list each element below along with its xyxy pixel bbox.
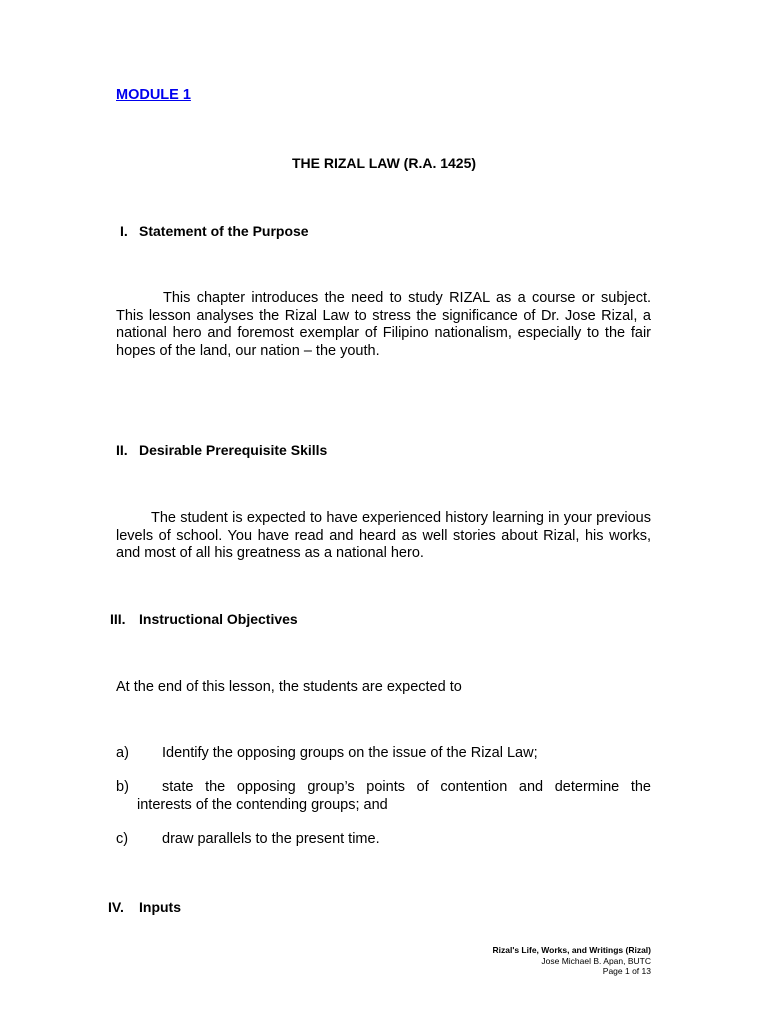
section-title: Instructional Objectives — [139, 611, 298, 627]
list-item-text-continued: interests of the contending groups; and — [137, 796, 388, 813]
section-title: Desirable Prerequisite Skills — [139, 442, 328, 458]
section-heading-inputs — [0, 899, 768, 917]
page-footer — [492, 945, 651, 977]
list-marker: c) — [116, 831, 129, 847]
list-marker: a) — [116, 745, 129, 761]
list-item-text: state the opposing group’s points of contention and determine the — [162, 779, 651, 795]
document-title: THE RIZAL LAW (R.A. 1425) — [291, 155, 477, 171]
list-item-text: draw parallels to the present time. — [162, 831, 380, 847]
section-heading-prerequisites — [0, 442, 768, 460]
list-item — [0, 831, 768, 849]
section-number: II. — [116, 442, 128, 458]
section-title: Inputs — [139, 899, 181, 915]
section-heading-objectives — [0, 611, 768, 629]
footer-author: Jose Michael B. Apan, BUTC — [541, 955, 651, 966]
list-item — [116, 779, 651, 814]
list-marker: b) — [116, 779, 129, 795]
section-number: I. — [120, 223, 128, 239]
section-heading-purpose — [0, 223, 768, 241]
footer-page-number: Page 1 of 13 — [602, 966, 651, 976]
purpose-paragraph: This chapter introduces the need to study RIZAL as a course or subject. This lesson analyses the Rizal Law to stress the significance of Dr. Jose Rizal, a national hero and foremost exemplar of Filipino nationalism, especially to the fair hopes of the land, our nation – the youth. — [116, 290, 651, 359]
objectives-intro: At the end of this lesson, the students are expected to — [116, 679, 462, 695]
section-number: IV. — [108, 899, 124, 915]
section-title: Statement of the Purpose — [139, 223, 309, 239]
list-item-text: Identify the opposing groups on the issue of the Rizal Law; — [162, 745, 538, 761]
footer-course-title: Rizal's Life, Works, and Writings (Rizal) — [492, 945, 651, 955]
section-number: III. — [110, 611, 126, 627]
prerequisites-paragraph: The student is expected to have experienced history learning in your previous levels of school. You have read and heard as well stories about Rizal, his works, and most of all his greatness as a national hero. — [116, 510, 651, 561]
module-link[interactable]: MODULE 1 — [116, 87, 191, 103]
list-item — [0, 745, 768, 763]
